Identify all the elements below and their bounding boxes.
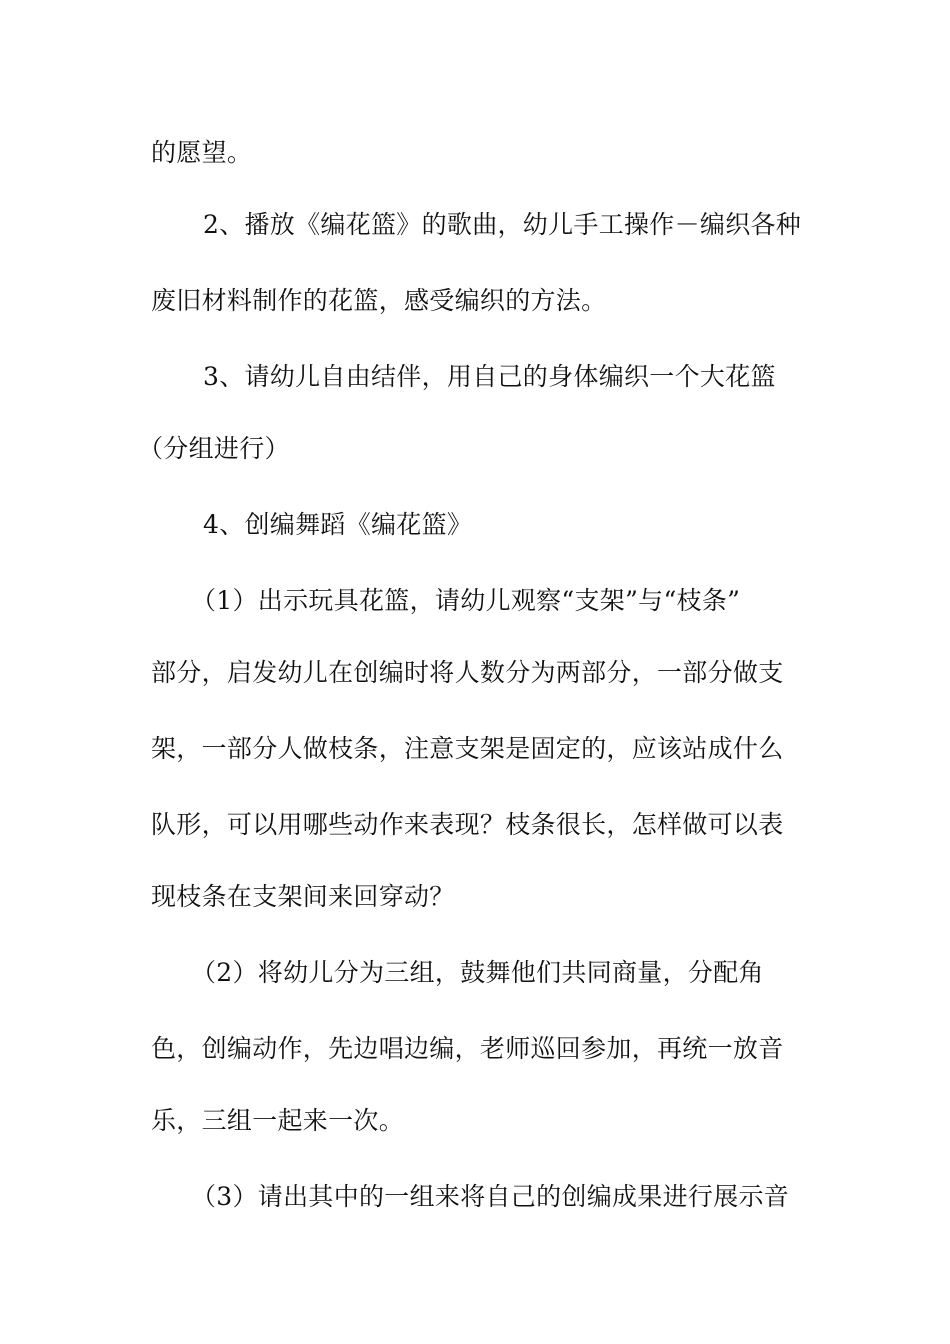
text-line: 部分，启发幼儿在创编时将人数分为两部分，一部分做支 <box>151 658 784 687</box>
text-line: 废旧材料制作的花篮，感受编织的方法。 <box>151 286 607 315</box>
text-line: 的愿望。 <box>151 138 253 167</box>
text-line: 乐，三组一起来一次。 <box>151 1106 405 1135</box>
text-line: 3、请幼儿自由结伴，用自己的身体编织一个大花篮 <box>203 362 776 391</box>
text-line: （分组进行） <box>138 434 290 463</box>
text-line: （1）出示玩具花篮，请幼儿观察“支架”与“枝条” <box>191 586 741 615</box>
text-line: 现枝条在支架间来回穿动？ <box>151 882 455 911</box>
text-line: （2）将幼儿分为三组，鼓舞他们共同商量，分配角 <box>191 958 764 987</box>
text-line: 2、播放《编花篮》的歌曲，幼儿手工操作－编织各种 <box>203 210 802 239</box>
text-line: 队形，可以用哪些动作来表现？枝条很长，怎样做可以表 <box>151 810 784 839</box>
text-line: 色，创编动作，先边唱边编，老师巡回参加，再统一放音 <box>151 1034 784 1063</box>
text-line: （3）请出其中的一组来将自己的创编成果进行展示音 <box>191 1182 790 1211</box>
text-line: 架，一部分人做枝条，注意支架是固定的，应该站成什么 <box>151 734 784 763</box>
text-line: 4、创编舞蹈《编花篮》 <box>203 510 473 539</box>
